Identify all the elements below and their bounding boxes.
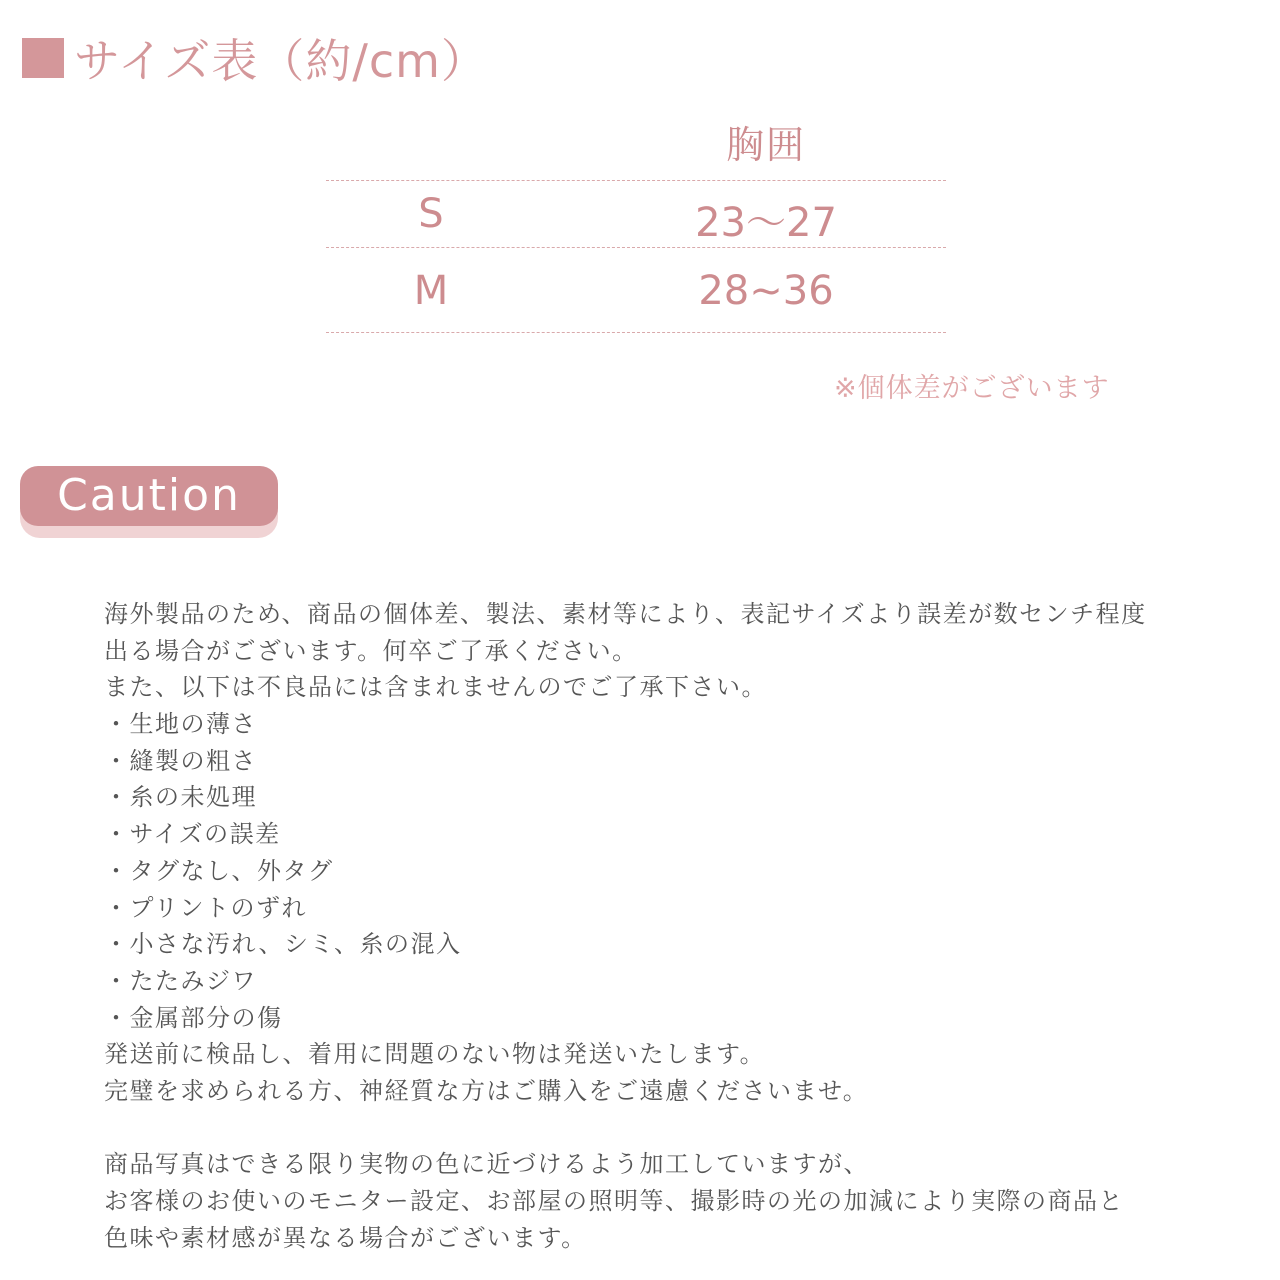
caution-line: ・タグなし、外タグ — [104, 856, 334, 885]
caution-line: 色味や素材感が異なる場合がございます。 — [104, 1223, 587, 1252]
caution-line: 発送前に検品し、着用に問題のない物は発送いたします。 — [104, 1040, 766, 1069]
caution-line: ・小さな汚れ、シミ、糸の混入 — [104, 930, 462, 959]
page-title-text: サイズ表（約/cm） — [74, 34, 488, 88]
caution-line: 海外製品のため、商品の個体差、製法、素材等により、表記サイズより誤差が数センチ程度 — [104, 600, 1147, 628]
caution-line: ・サイズの誤差 — [104, 820, 281, 849]
individual-difference-note: ※個体差がございます — [834, 373, 1110, 404]
chest-value: 23～27 — [695, 200, 837, 246]
size-label: S — [418, 191, 444, 237]
size-table — [326, 108, 946, 333]
caution-line: ・生地の薄さ — [104, 710, 257, 739]
table-row — [326, 247, 946, 333]
caution-line: また、以下は不良品には含まれませんのでご了承下さい。 — [104, 673, 767, 702]
caution-line: ・金属部分の傷 — [104, 1003, 283, 1032]
size-table-header — [326, 108, 946, 180]
chest-column-header: 胸囲 — [725, 123, 807, 167]
caution-line: 商品写真はできる限り実物の色に近づけるよう加工していますが、 — [104, 1150, 869, 1179]
blank-line — [104, 1110, 1264, 1147]
caution-heading — [20, 466, 278, 538]
caution-badge: Caution — [20, 466, 278, 526]
title-square-marker — [22, 38, 64, 78]
caution-line: ・縫製の粗さ — [104, 746, 257, 775]
caution-line: ・たたみジワ — [104, 966, 257, 995]
page-title — [22, 28, 488, 88]
caution-line: お客様のお使いのモニター設定、お部屋の照明等、撮影時の光の加減により実際の商品と — [104, 1187, 1124, 1215]
caution-text — [104, 596, 1264, 1256]
caution-line: 出る場合がございます。何卒ご了承ください。 — [104, 636, 638, 665]
chest-value: 28~36 — [698, 268, 834, 314]
table-row — [326, 180, 946, 247]
caution-line: ・糸の未処理 — [104, 783, 257, 812]
caution-line: ・プリントのずれ — [104, 893, 308, 922]
size-label: M — [413, 268, 449, 314]
caution-line: 完璧を求められる方、神経質な方はご購入をご遠慮くださいませ。 — [104, 1076, 869, 1105]
